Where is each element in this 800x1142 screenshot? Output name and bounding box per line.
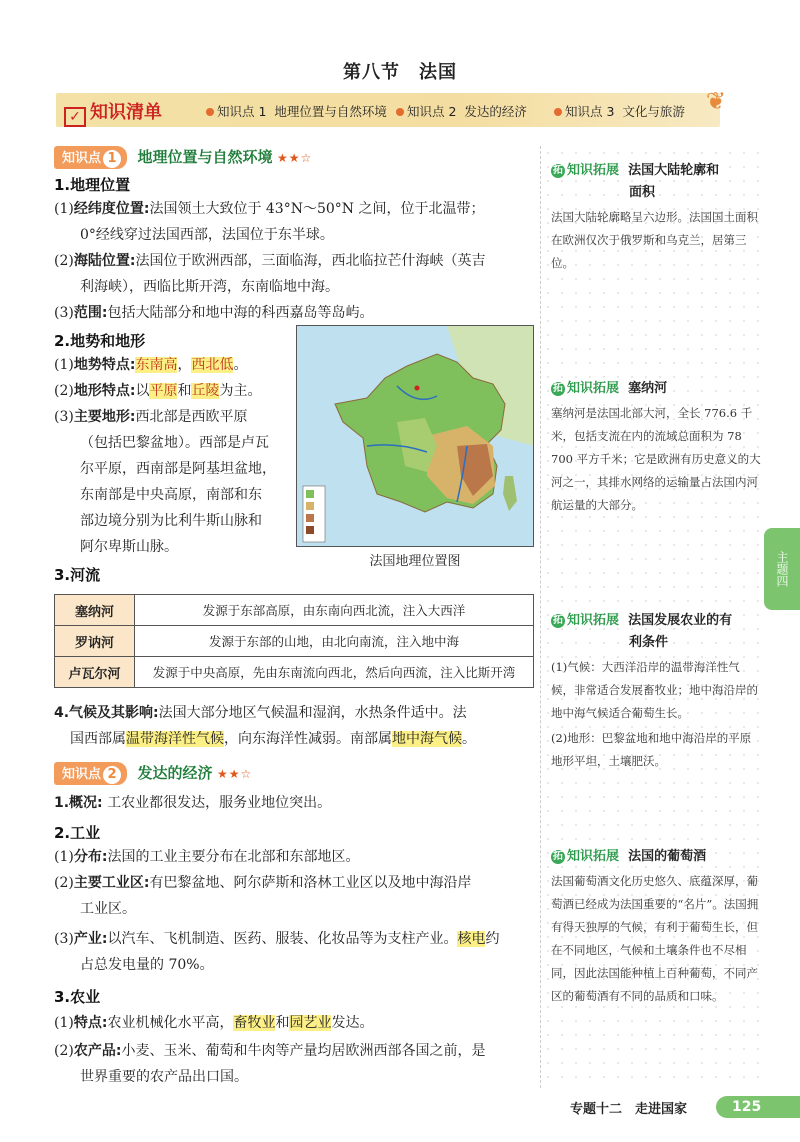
kp2-stars: ★★☆ bbox=[216, 767, 253, 781]
kp1-stars: ★★☆ bbox=[276, 151, 313, 165]
highlight-text: 东南高 bbox=[135, 357, 178, 373]
banner-point-label: 知识点 1 bbox=[217, 104, 267, 119]
kp1-badge: 知识点 1 bbox=[54, 146, 127, 169]
bullet-icon bbox=[206, 108, 214, 116]
highlight-text: 平原 bbox=[149, 383, 178, 399]
sidebar-heading: 拓 知识拓展 法国的葡萄酒 bbox=[553, 849, 707, 864]
banner-point-label: 知识点 2 bbox=[407, 104, 457, 119]
expand-icon: 拓 bbox=[553, 165, 563, 176]
industry-item-2: (2)主要工业区:有巴黎盆地、阿尔萨斯和洛林工业区以及地中海沿岸 工业区。 bbox=[54, 875, 472, 917]
sidebar-heading: 拓 知识拓展 法国发展农业的有 利条件 bbox=[553, 613, 733, 650]
sidebar-text: (1)气候：大西洋沿岸的温带海洋性气候，非常适合发展畜牧业；地中海沿岸的地中海气候适合葡萄生长。 bbox=[551, 660, 758, 720]
climate-paragraph: 4.气候及其影响:法国大部分地区气候温和湿润，水热条件适中。法 国西部属温带海洋性气候，向东海洋性减弱。南部属地中海气候。 bbox=[54, 705, 476, 747]
table-row bbox=[55, 595, 534, 626]
agriculture-item-2: (2)农产品:小麦、玉米、葡萄和牛肉等产量均居欧洲西部各国之前，是 世界重要的农产品出口国。 bbox=[54, 1043, 486, 1085]
kp2-number: 2 bbox=[103, 766, 121, 784]
banner-point-text: 文化与旅游 bbox=[622, 104, 685, 119]
kp1-header bbox=[54, 146, 312, 169]
highlight-text: 畜牧业 bbox=[233, 1015, 276, 1031]
kp1-heading: 地理位置与自然环境 bbox=[137, 148, 273, 166]
section-terrain-title: 2.地势和地形 bbox=[54, 332, 146, 350]
highlight-text: 核电 bbox=[457, 931, 486, 947]
industry-item-1: (1)分布:法国的工业主要分布在北部和东部地区。 bbox=[54, 849, 360, 865]
bullet-icon bbox=[554, 108, 562, 116]
expand-icon: 拓 bbox=[553, 615, 563, 626]
highlight-text: 温带海洋性气候 bbox=[126, 731, 224, 747]
sidebar-text: 法国葡萄酒文化历史悠久、底蕴深厚，葡萄酒已经成为法国重要的“名片”。法国拥有得天独厚的气候，有利于葡萄生长，但在不同地区，气候和土壤条件也不尽相同，因此法国能种植上百种葡萄，不同产区的葡萄酒有不同的品质和口味。 bbox=[551, 874, 759, 1003]
sidebar-text: 塞纳河是法国北部大河，全长 776.6 千米，包括支流在内的流域总面积为 78 700 平方千米；它是欧洲有历史意义的大河之一，其排水网络的运输量占法国内河航运量的大部分。 bbox=[551, 406, 761, 512]
section-rivers-title: 3.河流 bbox=[54, 566, 101, 584]
map-caption: 法国地理位置图 bbox=[369, 554, 461, 569]
expand-icon: 拓 bbox=[553, 383, 563, 394]
location-item-3: (3)范围:包括大陆部分和地中海的科西嘉岛等岛屿。 bbox=[54, 305, 374, 321]
banner-point-2 bbox=[396, 102, 527, 120]
river-desc: 发源于东部的山地，由北向南流，注入地中海 bbox=[135, 626, 534, 657]
page-title: 第八节 法国 bbox=[343, 62, 457, 83]
theme-side-tab[interactable]: 主题四 bbox=[764, 528, 800, 610]
kp1-number: 1 bbox=[103, 150, 121, 168]
table-row bbox=[55, 626, 534, 657]
sidebar-box-1 bbox=[551, 160, 761, 275]
footer-chapter: 专题十二 走进国家 bbox=[570, 1102, 688, 1117]
page-number: 125 bbox=[716, 1096, 800, 1118]
rivers-table bbox=[54, 594, 534, 688]
terrain-item-2: (2)地形特点:以平原和丘陵为主。 bbox=[54, 383, 262, 399]
sidebar-heading: 拓 知识拓展 法国大陆轮廓和 面积 bbox=[553, 163, 720, 200]
highlight-text: 园艺业 bbox=[289, 1015, 332, 1031]
banner-point-label: 知识点 3 bbox=[565, 104, 615, 119]
river-desc: 发源于中央高原，先由东南流向西北，然后向西流，注入比斯开湾 bbox=[135, 657, 534, 688]
sidebar-box-4 bbox=[551, 846, 761, 1008]
checkbox-icon: ✓ bbox=[64, 107, 86, 127]
kp2-header bbox=[54, 762, 252, 785]
highlight-text: 地中海气候 bbox=[392, 731, 462, 747]
france-map bbox=[296, 325, 534, 547]
kp2-badge: 知识点 2 bbox=[54, 762, 127, 785]
sidebar-box-3 bbox=[551, 610, 761, 773]
banner-title-text: 知识清单 bbox=[90, 102, 162, 123]
sidebar bbox=[540, 146, 762, 1088]
highlight-text: 丘陵 bbox=[191, 383, 220, 399]
highlight-text: 西北低 bbox=[191, 357, 234, 373]
industry-item-3: (3)产业:以汽车、飞机制造、医药、服装、化妆品等为支柱产业。核电约 占总发电量的 70%。 bbox=[54, 931, 500, 973]
banner-title bbox=[64, 98, 162, 127]
kp2-heading: 发达的经济 bbox=[137, 764, 213, 782]
section-industry-title: 2.工业 bbox=[54, 824, 101, 842]
sidebar-text: (2)地形：巴黎盆地和地中海沿岸的平原地形平坦，土壤肥沃。 bbox=[551, 731, 752, 768]
sidebar-text: 法国大陆轮廓略呈六边形。法国国土面积在欧洲仅次于俄罗斯和乌克兰，居第三位。 bbox=[551, 210, 758, 270]
location-item-2: (2)海陆位置:法国位于欧洲西部，三面临海，西北临拉芒什海峡（英吉 利海峡），西临比斯开湾，东南临地中海。 bbox=[54, 253, 486, 295]
expand-icon: 拓 bbox=[553, 851, 563, 862]
france-map-graphic bbox=[297, 326, 534, 547]
leaf-icon: ❦ bbox=[705, 87, 726, 115]
river-name: 卢瓦尔河 bbox=[55, 657, 135, 688]
agriculture-item-1: (1)特点:农业机械化水平高，畜牧业和园艺业发达。 bbox=[54, 1015, 374, 1031]
river-desc: 发源于东部高原，由东南向西北流，注入大西洋 bbox=[135, 595, 534, 626]
bullet-icon bbox=[396, 108, 404, 116]
terrain-item-1: (1)地势特点:东南高，西北低。 bbox=[54, 357, 248, 373]
banner-point-1 bbox=[206, 102, 387, 120]
banner-point-text: 发达的经济 bbox=[464, 104, 527, 119]
banner-point-text: 地理位置与自然环境 bbox=[274, 104, 387, 119]
terrain-item-3: (3)主要地形:西北部是西欧平原 （包括巴黎盆地）。西部是卢瓦 尔平原，西南部是阿基坦盆地， 东南部是中央高原，南部和东 部边境分别为比利牛斯山脉和 阿尔卑斯山脉。 bbox=[54, 409, 276, 555]
knowledge-list-banner bbox=[56, 87, 726, 127]
section-location-title: 1.地理位置 bbox=[54, 176, 131, 194]
economy-overview: 1.概况: 工农业都很发达，服务业地位突出。 bbox=[54, 795, 332, 811]
river-name: 塞纳河 bbox=[55, 595, 135, 626]
river-name: 罗讷河 bbox=[55, 626, 135, 657]
banner-point-3 bbox=[554, 102, 685, 120]
section-agriculture-title: 3.农业 bbox=[54, 988, 101, 1006]
location-item-1: (1)经纬度位置:法国领土大致位于 43°N～50°N 之间，位于北温带； 0°经线穿过法国西部，法国位于东半球。 bbox=[54, 201, 485, 243]
sidebar-heading: 拓 知识拓展 塞纳河 bbox=[553, 381, 668, 396]
table-row bbox=[55, 657, 534, 688]
sidebar-box-2 bbox=[551, 378, 761, 517]
